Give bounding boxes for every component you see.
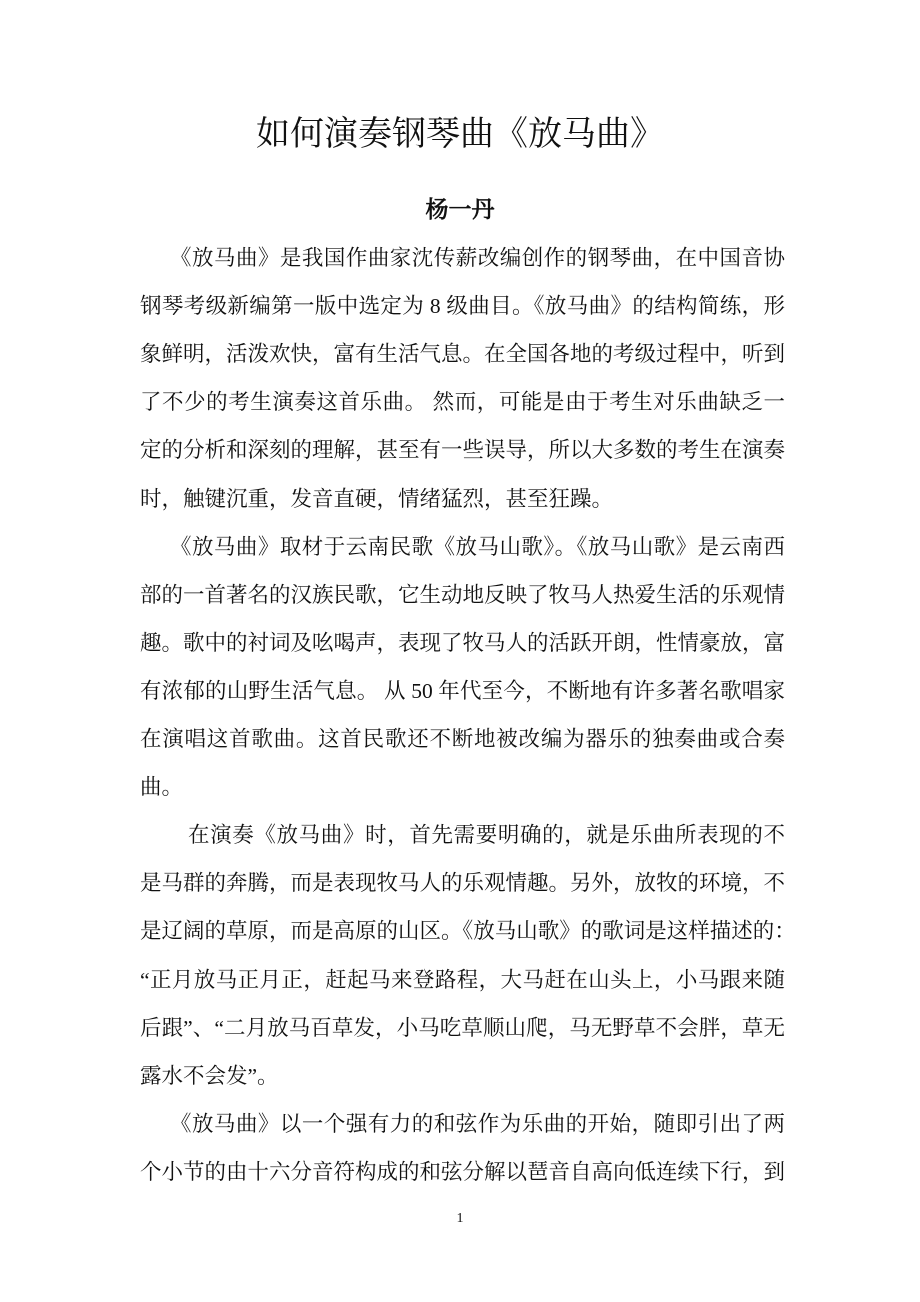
author-name: 杨一丹	[425, 197, 495, 222]
paragraph-line: 在演奏《放马曲》时，首先需要明确的，就是乐曲所表现的不	[188, 823, 785, 848]
paragraph-line: 《放马曲》以一个强有力的和弦作为乐曲的开始，随即引出了两	[170, 1111, 785, 1136]
paragraph-line: 后跟”、“二月放马百草发，小马吃草顺山爬，马无野草不会胖，草无	[140, 1015, 785, 1040]
paragraph-line: “正月放马正月正，赶起马来登路程，大马赶在山头上，小马跟来随	[140, 967, 785, 992]
paragraph-line: 在演唱这首歌曲。这首民歌还不断地被改编为器乐的独奏曲或合奏	[140, 727, 785, 751]
paragraph-line: 钢琴考级新编第一版中选定为 8 级曲目。《放马曲》的结构简练，形	[140, 294, 785, 319]
paragraph-line: 《放马曲》是我国作曲家沈传薪改编创作的钢琴曲，在中国音协	[170, 246, 785, 270]
paragraph-line: 《放马曲》取材于云南民歌《放马山歌》。《放马山歌》是云南西	[170, 534, 785, 559]
page-number: 1	[456, 1211, 464, 1226]
paragraph-line: 个小节的由十六分音符构成的和弦分解以琶音自高向低连续下行，到	[140, 1159, 786, 1184]
paragraph-line: 露水不会发”。	[140, 1063, 279, 1088]
paragraph-line: 曲。	[140, 775, 184, 800]
paragraph-line: 了不少的考生演奏这首乐曲。 然而，可能是由于考生对乐曲缺乏一	[140, 390, 785, 415]
paragraph-line: 是辽阔的草原，而是高原的山区。《放马山歌》的歌词是这样描述的：	[140, 919, 796, 944]
paragraph-line: 有浓郁的山野生活气息。 从 50 年代至今，不断地有许多著名歌唱家	[140, 678, 785, 703]
paragraph-line: 趣。歌中的衬词及吆喝声，表现了牧马人的活跃开朗，性情豪放，富	[140, 630, 786, 655]
paragraph-line: 是马群的奔腾，而是表现牧马人的乐观情趣。另外，放牧的环境，不	[140, 871, 786, 896]
paragraph-line: 象鲜明，活泼欢快，富有生活气息。在全国各地的考级过程中，听到	[140, 342, 786, 367]
paragraph-line: 时，触键沉重，发音直硬，情绪猛烈，甚至狂躁。	[140, 486, 614, 511]
document-title: 如何演奏钢琴曲《放马曲》	[256, 116, 664, 153]
paragraph-line: 定的分析和深刻的理解，甚至有一些误导，所以大多数的考生在演奏	[140, 438, 786, 463]
paragraph-line: 部的一首著名的汉族民歌，它生动地反映了牧马人热爱生活的乐观情	[140, 582, 786, 607]
